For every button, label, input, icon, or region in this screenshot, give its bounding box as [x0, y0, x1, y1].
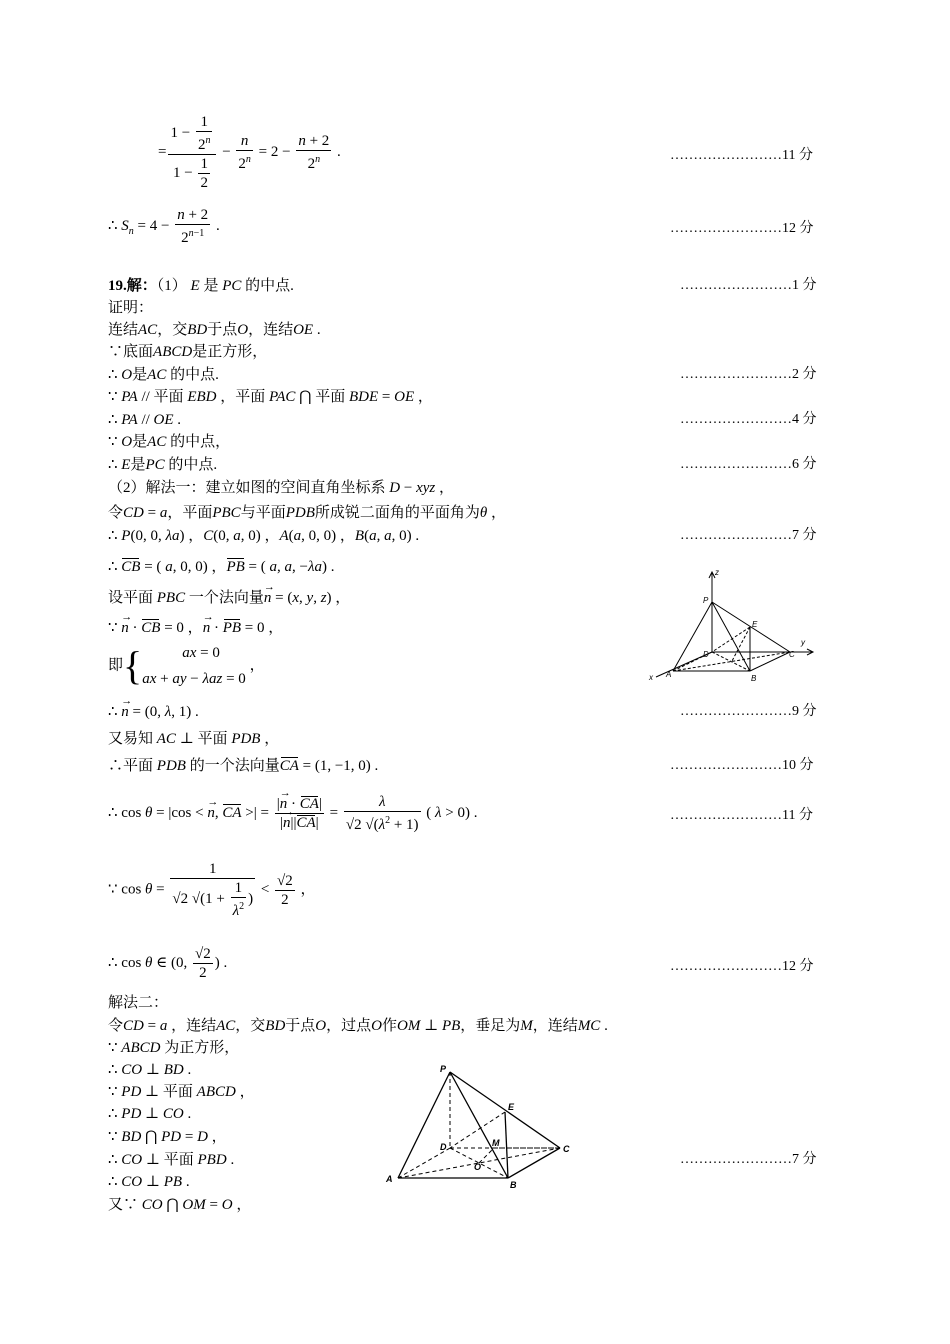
- line-o-mid2: ∵ O是AC 的中点，: [108, 434, 231, 450]
- q19-heading: 19.解：（1） E 是 PC 的中点.: [108, 278, 294, 294]
- line-o-mid: ∴ O是AC 的中点.: [108, 367, 219, 383]
- line-ac-perp: 又易知 AC ⊥ 平面 PDB ，: [108, 731, 280, 747]
- m2-line6: ∵ BD ⋂ PD = D ，: [108, 1129, 227, 1145]
- fig1-label-p: P: [703, 596, 709, 605]
- line-let-cd: 令CD = a，平面PBC与平面PDB所成锐二面角的平面角为θ ，: [108, 505, 507, 521]
- m2-line7: ∴ CO ⊥ 平面 PBD .: [108, 1152, 235, 1168]
- score-11-a: ……………………11 分: [670, 148, 813, 163]
- fig2-label-b: B: [510, 1180, 517, 1190]
- score-9: ……………………9 分: [680, 704, 817, 719]
- line-cos-less: ∵ cos θ = 1 √2 √(1 + $\frac{1}{\lambda^2}$ ) < $\frac{√2}{2}$ ，: [108, 861, 316, 919]
- m2-line1: 令CD = a ，连结AC，交BD于点O，过点O作OM ⊥ PB，垂足为M，连结MC .: [108, 1018, 608, 1034]
- fig2-label-a: A: [386, 1174, 393, 1184]
- score-11-b: ……………………11 分: [670, 808, 813, 823]
- line-connect: 连结AC，交BD于点O，连结OE .: [108, 322, 321, 338]
- line-part2: （2）解法一：建立如图的空间直角坐标系 D − xyz ，: [108, 480, 454, 496]
- sum-step-line: = 1 − $\frac{1}{2^n}$ 1 − $\frac{1}{2}$ − $\frac{n}{2^n}$ = 2 − $\frac{n + 2}{2^n}$ .: [158, 114, 341, 191]
- line-pa-oe: ∴ PA // OE .: [108, 412, 182, 428]
- fig2-label-m: M: [492, 1138, 500, 1148]
- line-base-square: ∵底面ABCD是正方形，: [108, 344, 268, 360]
- m2-line5: ∴ PD ⊥ CO .: [108, 1106, 192, 1122]
- fig1-label-e: E: [752, 620, 758, 629]
- fig1-label-d: D: [703, 650, 709, 659]
- sn-result-line: ∴ $S_n = 4$ − $\frac{n + 2}{2^{n-1}}$ .: [108, 207, 220, 246]
- score-7-a: ……………………7 分: [680, 528, 817, 543]
- line-vectors: ∴ CB = ( a, 0, 0) ，PB = ( a, a, −λa) .: [108, 559, 335, 575]
- line-pa-parallel: ∵ PA // 平面 EBD ，平面 PAC ⋂ 平面 BDE = OE ，: [108, 389, 433, 405]
- score-4: ……………………4 分: [680, 412, 817, 427]
- score-6: ……………………6 分: [680, 457, 817, 472]
- m2-line4: ∵ PD ⊥ 平面 ABCD ，: [108, 1084, 255, 1100]
- fig2-label-d: D: [440, 1142, 447, 1152]
- score-2: ……………………2 分: [680, 367, 817, 382]
- fig1-label-b: B: [751, 674, 757, 683]
- line-cos-theta: ∴ cos θ = |cos < → n, CA >| = $\frac{|\to n \cdot CA|}{|\to n||CA|}$ = $\frac{\lambda}{√2 √(\lambda^2 + 1)}$ ( λ > 0) .: [108, 793, 478, 834]
- m2-line2: ∵ ABCD 为正方形，: [108, 1040, 240, 1056]
- fig1-label-y: y: [801, 638, 805, 647]
- m2-line8: ∴ CO ⊥ PB .: [108, 1174, 190, 1190]
- line-n-result: ∴ → n = (0, λ, 1) .: [108, 702, 199, 722]
- score-7-b: ……………………7 分: [680, 1152, 817, 1167]
- fig1-label-c: C: [789, 650, 795, 659]
- line-system: 即{ ax = 0 ax + ay − λaz = 0 ，: [108, 643, 265, 688]
- score-10: ……………………10 分: [670, 758, 814, 773]
- m2-line9: 又∵ CO ⋂ OM = O ，: [108, 1197, 252, 1213]
- figure-pyramid-m: [380, 1060, 580, 1195]
- proof-label: 证明：: [108, 300, 154, 316]
- line-dot-zero: ∵ → n · CB = 0 ，→ n · PB = 0 ，: [108, 618, 283, 638]
- fig2-label-c: C: [563, 1144, 570, 1154]
- method2-label: 解法二：: [108, 995, 169, 1011]
- line-coords: ∴ P(0, 0, λa) ，C(0, a, 0) ，A(a, 0, 0) ，B(a, a, 0) .: [108, 528, 420, 544]
- line-ca-normal: ∴平面 PDB 的一个法向量CA = (1, −1, 0) .: [108, 758, 379, 774]
- figure-coordinate-pyramid: [640, 565, 830, 690]
- fig2-label-e: E: [508, 1102, 515, 1112]
- score-12-a: ……………………12 分: [670, 221, 814, 236]
- fig1-label-x: x: [649, 673, 653, 682]
- line-normal-set: 设平面 PBC 一个法向量→ n = (x, y, z) ，: [108, 588, 350, 608]
- score-12-b: ……………………12 分: [670, 959, 814, 974]
- line-cos-range: ∴ cos θ ∈ (0, $\frac{√2}{2}$ ) .: [108, 946, 228, 981]
- fig1-label-z: z: [715, 568, 719, 577]
- fig1-label-a: A: [666, 670, 672, 679]
- line-e-mid: ∴ E是PC 的中点.: [108, 457, 218, 473]
- score-1: ……………………1 分: [680, 278, 817, 293]
- fig2-label-o: O: [474, 1162, 482, 1172]
- m2-line3: ∴ CO ⊥ BD .: [108, 1062, 192, 1078]
- fig2-label-p: P: [440, 1064, 447, 1074]
